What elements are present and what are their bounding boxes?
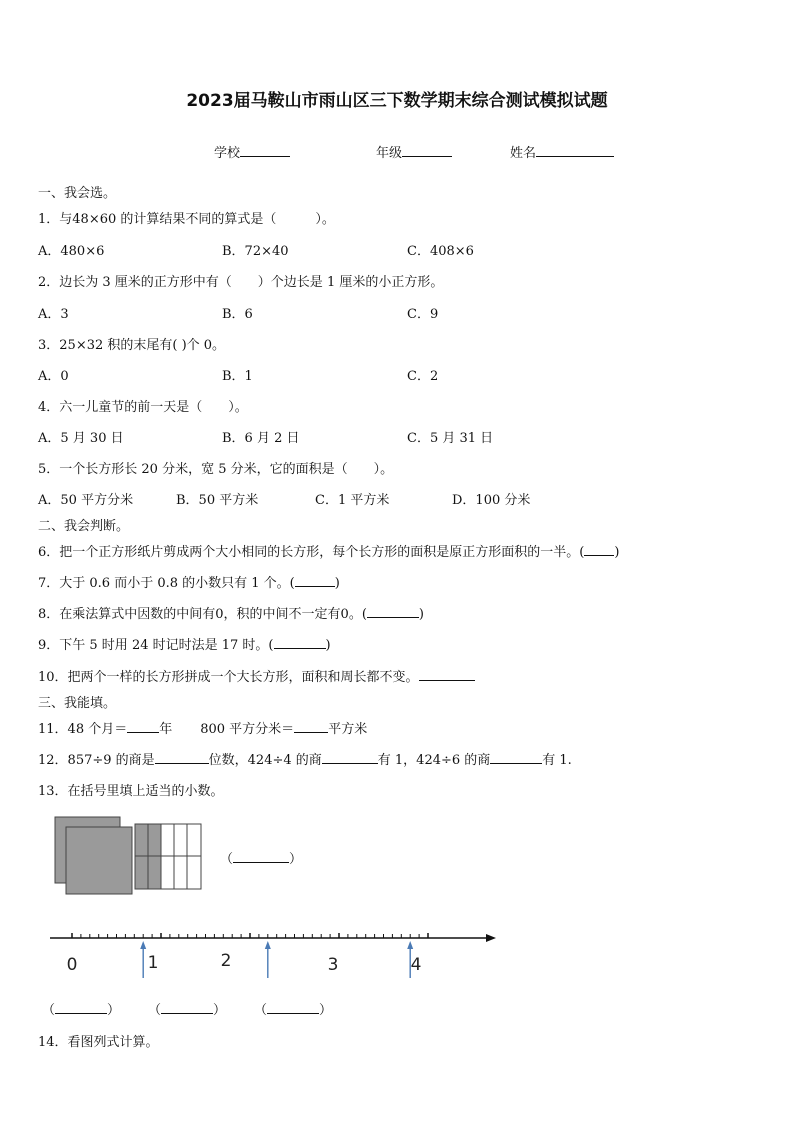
name-field[interactable] xyxy=(510,142,614,161)
q5-option-d[interactable]: D．100 分米 xyxy=(452,493,531,508)
q2-option-b[interactable]: B．6 xyxy=(222,307,253,322)
q6-answer-blank[interactable] xyxy=(584,543,614,556)
axis-label: 3 xyxy=(327,955,339,975)
q3-option-a[interactable]: A．0 xyxy=(38,369,69,384)
q3-option-b[interactable]: B．1 xyxy=(222,369,253,384)
q13-answer-1[interactable]: （ ） xyxy=(42,1003,121,1018)
axis-arrow-head xyxy=(486,934,496,942)
grade-field[interactable] xyxy=(376,142,452,161)
q1-stem: 1．与48×60 的计算结果不同的算式是（ ）。 xyxy=(38,212,335,227)
q6-item: 6．把一个正方形纸片剪成两个大小相同的长方形，每个长方形的面积是原正方形面积的一半。( ) xyxy=(38,545,620,560)
q10-answer-blank[interactable] xyxy=(419,668,475,681)
q9-item: 9．下午 5 时用 24 时记时法是 17 时。( ) xyxy=(38,638,331,653)
q7-answer-blank[interactable] xyxy=(295,574,335,587)
q8-stem: 8．在乘法算式中因数的中间有0，积的中间不一定有0。( xyxy=(38,607,367,622)
q4-option-c[interactable]: C．5 月 31 日 xyxy=(407,431,494,446)
q3-option-c[interactable]: C．2 xyxy=(407,369,439,384)
q9-answer-blank[interactable] xyxy=(274,636,326,649)
gray-square-front xyxy=(66,827,132,894)
q9-stem: 9．下午 5 时用 24 时记时法是 17 时。( xyxy=(38,638,274,653)
q4-option-a[interactable]: A．5 月 30 日 xyxy=(38,431,124,446)
q13-answer-area[interactable]: （ ） xyxy=(220,852,303,867)
q4-stem: 4．六一儿童节的前一天是（ ）。 xyxy=(38,400,248,415)
school-field[interactable] xyxy=(214,142,290,161)
q13-area-figure xyxy=(50,813,210,899)
q5-option-a[interactable]: A．50 平方分米 xyxy=(38,493,134,508)
q8-answer-blank[interactable] xyxy=(367,605,419,618)
q11-blank-1[interactable] xyxy=(127,720,159,733)
q1-option-a[interactable]: A．480×6 xyxy=(38,244,105,259)
q1-option-b[interactable]: B．72×40 xyxy=(222,244,289,259)
q2-stem: 2．边长为 3 厘米的正方形中有（ ）个边长是 1 厘米的小正方形。 xyxy=(38,275,444,290)
section-1-heading: 一、我会选。 xyxy=(38,186,117,201)
q1-option-c[interactable]: C．408×6 xyxy=(407,244,474,259)
q5-option-b[interactable]: B．50 平方米 xyxy=(176,493,259,508)
pointer-arrow-head xyxy=(407,941,413,949)
section-2-heading: 二、我会判断。 xyxy=(38,519,130,534)
q13-number-line xyxy=(44,924,500,982)
school-label: 学校 xyxy=(214,146,241,161)
q12-blank-1[interactable] xyxy=(155,751,209,764)
q8-item: 8．在乘法算式中因数的中间有0，积的中间不一定有0。( ) xyxy=(38,607,424,622)
q10-stem: 10．把两个一样的长方形拼成一个大长方形，面积和周长都不变。 xyxy=(38,670,419,685)
q3-stem: 3．25×32 积的末尾有( )个 0。 xyxy=(38,338,226,353)
q12-blank-2[interactable] xyxy=(322,751,378,764)
name-label: 姓名 xyxy=(510,146,537,161)
grade-label: 年级 xyxy=(376,146,403,161)
axis-label: 0 xyxy=(66,955,78,975)
axis-label: 4 xyxy=(410,955,422,975)
q13-answer-3[interactable]: （ ） xyxy=(254,1003,333,1018)
q13-answer-2[interactable]: （ ） xyxy=(148,1003,227,1018)
q2-option-a[interactable]: A．3 xyxy=(38,307,69,322)
q11-item: 11．48 个月＝ 年 800 平方分米＝ 平方米 xyxy=(38,722,368,737)
q7-stem: 7．大于 0.6 而小于 0.8 的小数只有 1 个。( xyxy=(38,576,295,591)
q5-option-c[interactable]: C．1 平方米 xyxy=(315,493,390,508)
q11-blank-2[interactable] xyxy=(294,720,328,733)
q5-stem: 5．一个长方形长 20 分米，宽 5 分米，它的面积是（ ）。 xyxy=(38,462,394,477)
q14-stem: 14．看图列式计算。 xyxy=(38,1035,159,1050)
axis-label: 2 xyxy=(220,951,232,971)
page-title: 2023届马鞍山市雨山区三下数学期末综合测试模拟试题 xyxy=(186,91,608,111)
partial-square-grid xyxy=(135,824,201,889)
q2-option-c[interactable]: C．9 xyxy=(407,307,439,322)
axis-label: 1 xyxy=(147,953,159,973)
pointer-arrow-head xyxy=(140,941,146,949)
pointer-arrow-head xyxy=(265,941,271,949)
q12-item: 12．857÷9 的商是 位数，424÷4 的商 有 1，424÷6 的商 有 1. xyxy=(38,753,572,768)
q13-stem: 13．在括号里填上适当的小数。 xyxy=(38,784,224,799)
section-3-heading: 三、我能填。 xyxy=(38,696,117,711)
q6-stem: 6．把一个正方形纸片剪成两个大小相同的长方形，每个长方形的面积是原正方形面积的一半。( xyxy=(38,545,585,560)
q10-item xyxy=(38,666,475,685)
q4-option-b[interactable]: B．6 月 2 日 xyxy=(222,431,300,446)
q7-item: 7．大于 0.6 而小于 0.8 的小数只有 1 个。( ) xyxy=(38,576,340,591)
q12-blank-3[interactable] xyxy=(490,751,542,764)
